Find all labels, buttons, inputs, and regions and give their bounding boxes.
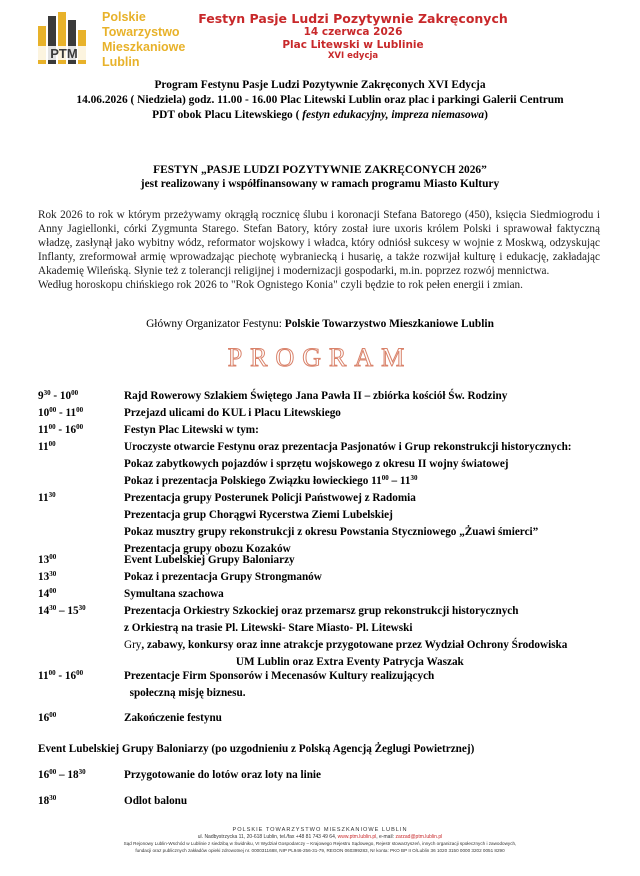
schedule-event: Prezentacje Firm Sponsorów i Mecenasów Kultury realizujących — [124, 670, 435, 682]
footer-address-text: , e-mail: — [376, 834, 396, 840]
footer-website-link[interactable]: www.ptm.lublin.pl — [337, 834, 377, 840]
schedule-time: $10^{00} - 11^{00}$ — [38, 406, 84, 419]
schedule-time: $11^{00} - 16^{00}$ — [38, 423, 84, 436]
intro-line: 14.06.2026 ( Niedziela) godz. 11.00 - 16.00 Plac Litewski Lublin oraz plac i parkingi Galerii Centrum — [76, 94, 564, 106]
schedule-time: $11^{00}$ — [38, 440, 56, 453]
footer-registry-info: fundacji oraz publicznych zakładów opieki zdrowotnej nr. 0000311688, NIP PL946-256-31-79, REGON 060399283, Nr konta: PKO BP II O/Lublin 36 1020 3150 0000 3202 0051 8290 — [135, 847, 505, 853]
schedule-time: $14^{00}$ — [38, 587, 57, 600]
schedule-event: Symultana szachowa — [124, 588, 224, 600]
main-organizer — [20, 318, 620, 330]
org-name-line: Polskie — [102, 10, 146, 24]
intro-line: Program Festynu Pasje Ludzi Pozytywnie Zakręconych XVI Edycja — [154, 79, 486, 91]
schedule-event: Zakończenie festynu — [124, 712, 222, 724]
intro-text: PDT obok Placu Litewskiego ( — [152, 109, 303, 121]
organization-name — [102, 10, 185, 70]
festival-place: Plac Litewski w Lublinie — [282, 38, 424, 51]
schedule-event: Przygotowanie do lotów oraz loty na linie — [124, 769, 321, 781]
schedule-time: $11^{30}$ — [38, 491, 56, 504]
program-title: PROGRAM — [227, 343, 413, 372]
schedule-event: Prezentacja Orkiestry Szkockiej oraz przemarsz grup rekonstrukcji historycznych — [124, 605, 519, 617]
logo-text: PTM — [50, 46, 78, 61]
schedule-event: Festyn Plac Litewski w tym: — [124, 424, 259, 436]
schedule-event: Prezentacja grup Chorągwi Rycerstwa Ziemi Lubelskiej — [124, 509, 393, 521]
schedule-time: $14^{30} - 15^{30}$ — [38, 604, 86, 617]
schedule-event: Rajd Rowerowy Szlakiem Świętego Jana Pawła II – zbiórka kościół Św. Rodziny — [124, 390, 508, 402]
schedule-time: $16^{00} - 18^{30}$ — [38, 768, 86, 781]
schedule-event: Event Lubelskiej Grupy Baloniarzy — [124, 554, 295, 566]
footer-court-info: Sąd Rejonowy Lublin-Wschód w Lublinie z siedzibą w Świdniku, VI Wydział Gospodarczy – Krajowego Rejestru Sądowego, Rejestr stowarzyszeń, innych organizacji społecznych i zawodowych, — [123, 841, 517, 846]
schedule-time: $13^{00}$ — [38, 553, 57, 566]
schedule-event: Event Lubelskiej Grupy Baloniarzy (po uzgodnieniu z Polską Agencją Żeglugi Powietrznej) — [38, 743, 475, 755]
schedule-time: $11^{00} - 16^{00}$ — [38, 669, 84, 682]
festival-heading-line: FESTYN „PASJE LUDZI POZYTYWNIE ZAKRĘCONYCH 2026” — [153, 164, 487, 176]
footer-email-link[interactable]: zarzad@ptm.lublin.pl — [395, 834, 443, 840]
ptm-logo — [36, 12, 96, 64]
footer-address-text: ul. Nadbystrzycka 11, 20-618 Lublin, tel./fax +48 81 743 49 64, — [197, 834, 338, 840]
schedule-event: Prezentacja grupy Posterunek Policji Państwowej z Radomia — [124, 492, 416, 504]
schedule-event: Pokaz i prezentacja Grupy Strongmanów — [124, 571, 322, 583]
intro-text: ) — [484, 109, 488, 121]
org-name-line: Mieszkaniowe — [102, 40, 186, 54]
schedule-event: Uroczyste otwarcie Festynu oraz prezentacja Pasjonatów i Grup rekonstrukcji historycznych: — [124, 441, 572, 453]
schedule-time: $9^{30} - 10^{00}$ — [38, 389, 79, 402]
schedule-event: UM Lublin oraz Extra Eventy Patrycja Waszak — [124, 656, 464, 668]
schedule-event: społeczną misję biznesu. — [124, 687, 246, 699]
schedule-event: Pokaz zabytkowych pojazdów i sprzętu wojskowego z okresu II wojny światowej — [124, 458, 509, 470]
festival-heading — [20, 163, 620, 191]
schedule-event: Pokaz i prezentacja Polskiego Związku łowieckiego $11^{00} - 11^{30}$ — [124, 474, 418, 487]
schedule-event: Prezentacja grupy obozu Kozaków — [124, 543, 291, 555]
footer-org-name: POLSKIE TOWARZYSTWO MIESZKANIOWE LUBLIN — [232, 827, 408, 833]
festival-description — [38, 208, 600, 293]
organizer-name: Polskie Towarzystwo Mieszkaniowe Lublin — [284, 318, 494, 330]
festival-date: 14 czerwca 2026 — [303, 26, 403, 38]
schedule-event: Gry, zabawy, konkursy oraz inne atrakcje przygotowane przez Wydział Ochrony Środowiska — [124, 639, 568, 651]
organizer-label: Główny Organizator Festynu: — [146, 318, 285, 330]
festival-header — [188, 11, 518, 61]
horoscope-line: Według horoskopu chińskiego rok 2026 to "Rok Ognistego Konia" czyli będzie to rok pełen energii i zmian. — [38, 279, 523, 292]
intro-italic: festyn edukacyjny, impreza niemasowa — [302, 109, 485, 121]
schedule-time: $16^{00}$ — [38, 711, 57, 724]
schedule-event: z Orkiestrą na trasie Pl. Litewski- Stare Miasto- Pl. Litewski — [124, 622, 413, 634]
schedule-event: Pokaz musztry grupy rekonstrukcji z okresu Powstania Styczniowego „Żuawi śmierci” — [124, 526, 539, 538]
festival-edition: XVI edycja — [327, 51, 379, 61]
intro-line — [20, 108, 620, 123]
ptm-logo-graphic — [36, 12, 96, 64]
schedule-event: Przejazd ulicami do KUL i Placu Litewskiego — [124, 407, 341, 419]
footer-address — [0, 834, 640, 841]
schedule-time: $18^{30}$ — [38, 794, 57, 807]
org-name-line: Lublin — [102, 55, 140, 69]
org-name-line: Towarzystwo — [102, 25, 180, 39]
schedule-time: $13^{30}$ — [38, 570, 57, 583]
festival-title: Festyn Pasje Ludzi Pozytywnie Zakręconych — [198, 11, 508, 26]
festival-heading-subline: jest realizowany i współfinansowany w ramach programu Miasto Kultury — [140, 178, 500, 190]
description-paragraph: Rok 2026 to rok w którym przeżywamy okrągłą rocznicę ślubu i koronacji Stefana Batorego (450), księcia Siedmiogrodu i Anny Jagiellonki, córki Zygmunta Starego. Stefan Batory, który został iure uxoris królem Polski i sprawował faktyczną władzę, zasłynął jako wybitny wódz, reformator wojskowy i władca, który odniósł sukcesy w wojnie z Moskwą, odzyskując Inflanty, zreformował armię wprowadzając piechotę wybraniecką i husarię, a także rozwijał kulturę i edukację, zakładając Akademię Wileńską. Słynie też z tolerancji religijnej i modernizacji gospodarki, m.in. poprzez rozwój mennictwa. — [38, 209, 600, 278]
program-intro — [20, 78, 620, 123]
page-footer — [0, 826, 640, 854]
schedule-event: Odlot balonu — [124, 795, 188, 807]
